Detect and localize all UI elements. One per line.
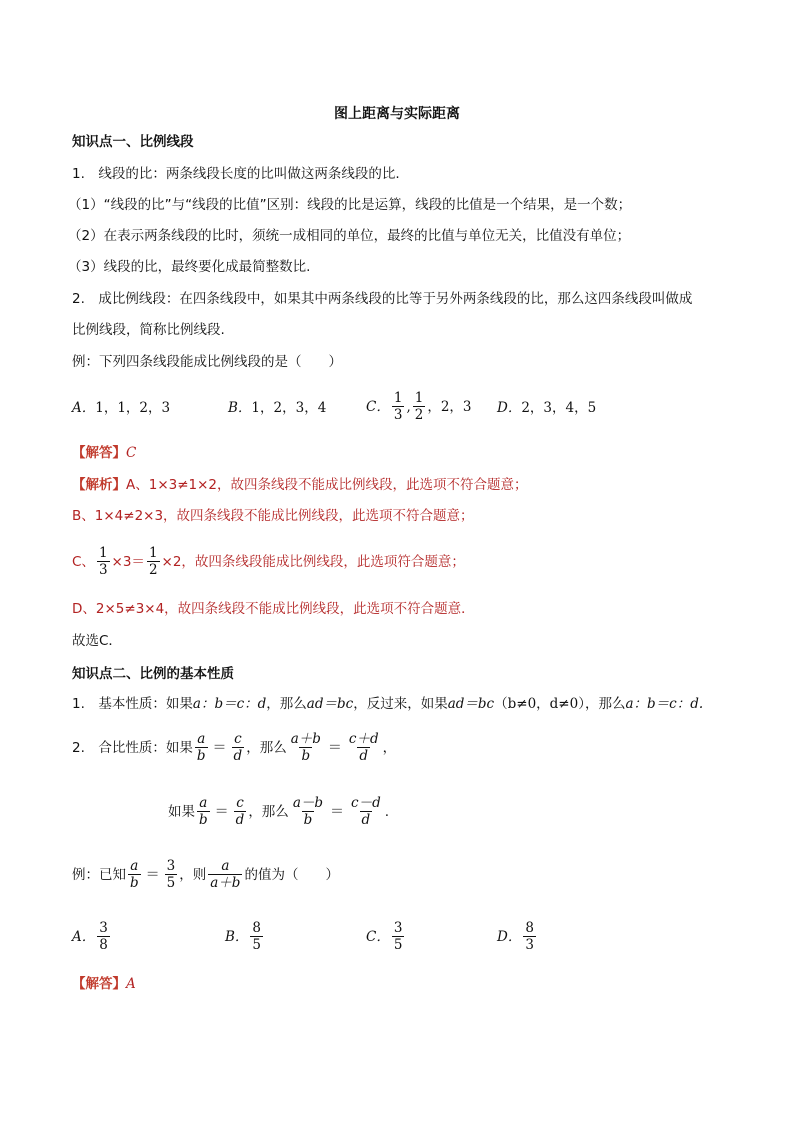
k1-option-b: B．1，2，3，4 [228, 400, 327, 416]
section-heading-1: 知识点一、比例线段 [72, 134, 194, 150]
k1-note-1: （1）“线段的比”与“线段的比值”区别：线段的比是运算，线段的比值是一个结果，是一个数； [68, 197, 632, 213]
k2-option-b: B． $\frac{8}{5}$ [225, 920, 262, 953]
fraction: $\frac{a+b}{b}$ [290, 731, 321, 764]
k2-answer: 【解答】A [72, 976, 136, 992]
k2-option-c: C． $\frac{3}{5}$ [366, 920, 403, 953]
page-title: 图上距离与实际距离 [334, 106, 460, 122]
fraction: $\frac{1}{3}$ [98, 545, 108, 578]
fraction: $\frac{a}{a+b}$ [210, 858, 241, 891]
k2-paragraph-2-line-2: 如果 $\frac{a}{b}$ ＝ $\frac{c}{d}$ ，那么 $\frac{a-b}{b}$ ＝ $\frac{c-d}{d}$ . [168, 795, 390, 828]
fraction: $\frac{a-b}{b}$ [292, 795, 324, 828]
k1-example-question: 例：下列四条线段能成比例线段的是（ ） [72, 354, 342, 370]
k1-note-2: （2）在表示两条线段的比时，须统一成相同的单位，最终的比值与单位无关，比值没有单位； [68, 228, 631, 244]
fraction: $\frac{c-d}{d}$ [351, 795, 381, 828]
k2-option-d: D． $\frac{8}{3}$ [497, 920, 534, 953]
k1-analysis-a: 【解析】A、1×3≠1×2，故四条线段不能成比例线段，此选项不符合题意； [72, 477, 528, 493]
fraction: $\frac{1}{2}$ [148, 545, 158, 578]
k1-note-3: （3）线段的比，最终要化成最简整数比. [68, 259, 311, 275]
fraction: $\frac{8}{5}$ [252, 920, 262, 953]
k2-option-a: A． $\frac{3}{8}$ [72, 920, 108, 953]
fraction: $\frac{3}{5}$ [166, 858, 176, 891]
fraction: $\frac{1}{3}$ [393, 390, 403, 423]
k1-option-d: D．2，3，4，5 [497, 400, 597, 416]
k1-option-a: A．1，1，2，3 [72, 400, 171, 416]
fraction: $\frac{c}{d}$ [235, 795, 245, 828]
fraction: $\frac{3}{5}$ [393, 920, 403, 953]
k1-answer: 【解答】C [72, 445, 137, 461]
k2-example-question: 例：已知 $\frac{a}{b}$ ＝ $\frac{3}{5}$ ，则 $\frac{a}{a+b}$ 的值为（ ） [72, 858, 339, 891]
fraction: $\frac{1}{2}$ [414, 390, 424, 423]
k2-paragraph-1: 1. 基本性质：如果a：b＝c：d，那么ad＝bc，反过来，如果ad＝bc（b≠0，d≠0），那么a：b＝c：d. [72, 696, 704, 712]
k1-analysis-b: B、1×4≠2×3，故四条线段不能成比例线段，此选项不符合题意； [72, 508, 474, 524]
fraction: $\frac{a}{b}$ [199, 795, 208, 828]
fraction: $\frac{a}{b}$ [130, 858, 139, 891]
fraction: $\frac{a}{b}$ [196, 731, 206, 764]
k2-paragraph-2-line-1: 2. 合比性质：如果 $\frac{a}{b}$ ＝ $\frac{c}{d}$ ，那么 $\frac{a+b}{b}$ ＝ $\frac{c+d}{d}$ ， [72, 731, 397, 764]
k1-analysis-c: C、 $\frac{1}{3}$ ×3＝ $\frac{1}{2}$ ×2，故四条线段能成比例线段，此选项符合题意； [72, 545, 465, 578]
k1-paragraph-1: 1. 线段的比：两条线段长度的比叫做这两条线段的比. [72, 166, 400, 182]
k1-paragraph-2-line-2: 比例线段，简称比例线段. [72, 322, 225, 338]
k1-option-c: C． $\frac{1}{3}$ , $\frac{1}{2}$ ，2，3 [366, 390, 472, 423]
fraction: $\frac{c}{d}$ [233, 731, 243, 764]
fraction: $\frac{8}{3}$ [525, 920, 534, 953]
section-heading-2: 知识点二、比例的基本性质 [72, 666, 234, 682]
fraction: $\frac{3}{8}$ [99, 920, 108, 953]
fraction: $\frac{c+d}{d}$ [348, 731, 379, 764]
k1-analysis-d: D、2×5≠3×4，故四条线段不能成比例线段，此选项不符合题意． [72, 601, 475, 617]
k1-paragraph-2-line-1: 2. 成比例线段：在四条线段中，如果其中两条线段的比等于另外两条线段的比，那么这四条线段叫做成 [72, 291, 693, 307]
k1-conclusion: 故选C． [72, 633, 122, 649]
